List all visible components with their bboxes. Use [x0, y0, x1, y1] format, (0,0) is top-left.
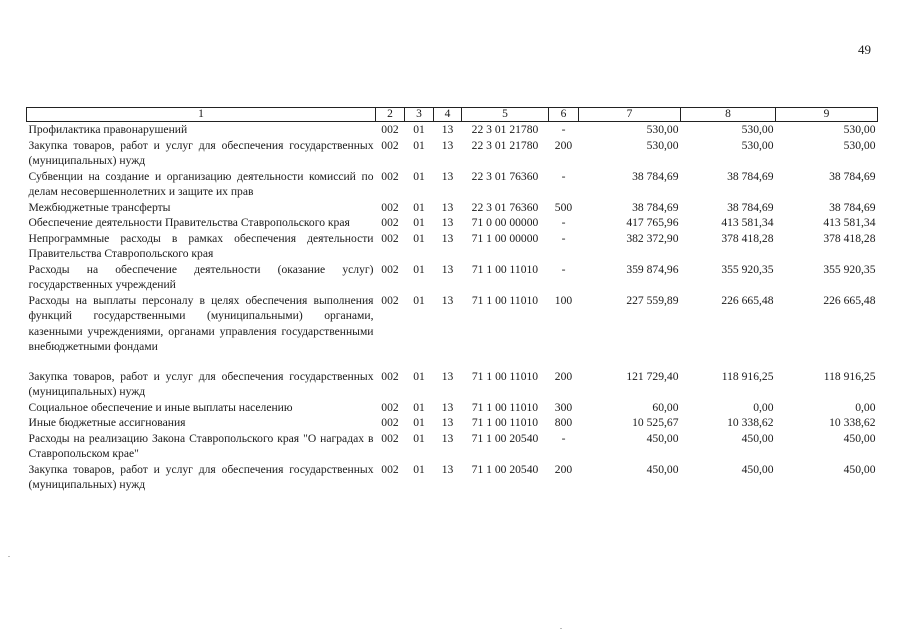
cell-subsection: 13 [441, 416, 454, 429]
cell-subsection: 13 [441, 293, 454, 307]
cell-target-article: 22 3 01 76360 [471, 169, 539, 183]
cell-ministry: 002 [381, 138, 399, 152]
cell-expense-type: 200 [554, 138, 573, 152]
column-header-2: 2 [376, 108, 405, 122]
cell-section: 01 [413, 169, 425, 183]
cell-amount-7: 450,00 [646, 462, 679, 476]
cell-subsection: 13 [441, 169, 454, 183]
cell-subsection: 13 [441, 400, 454, 414]
cell-amount-7: 382 372,90 [626, 231, 679, 245]
cell-ministry: 002 [381, 262, 399, 276]
cell-amount-8: 530,00 [741, 138, 774, 152]
cell-amount-8: 413 581,34 [721, 216, 774, 229]
cell-ministry: 002 [381, 293, 399, 307]
cell-amount-8: 450,00 [741, 431, 774, 445]
cell-section: 01 [413, 200, 425, 214]
cell-expense-type: - [561, 431, 566, 445]
cell-amount-9: 10 338,62 [829, 416, 876, 429]
cell-subsection: 13 [441, 431, 454, 445]
column-header-9: 9 [776, 108, 878, 122]
cell-amount-9: 118 916,25 [823, 369, 876, 383]
cell-ministry: 002 [381, 431, 399, 445]
cell-amount-9: 0,00 [855, 400, 876, 414]
cell-amount-7: 450,00 [646, 431, 679, 445]
table-row [27, 431, 878, 462]
cell-expense-type: 200 [554, 462, 573, 476]
cell-amount-9: 450,00 [843, 431, 876, 445]
cell-target-article: 71 1 00 11010 [471, 262, 539, 276]
cell-expense-type: 500 [554, 200, 573, 214]
row-name: Расходы на реализацию Закона Ставропольского края "О наградах в Ставропольском крае" [28, 431, 374, 460]
page-number: 49 [858, 42, 871, 57]
row-name: Субвенции на создание и организацию деятельности комиссий по делам несовершеннолетних и защите их прав [28, 169, 374, 198]
cell-ministry: 002 [381, 462, 399, 476]
cell-subsection: 13 [441, 262, 454, 276]
row-name: Социальное обеспечение и иные выплаты населению [28, 400, 293, 414]
cell-ministry: 002 [381, 369, 399, 383]
cell-subsection: 13 [441, 123, 454, 136]
cell-amount-8: 0,00 [753, 400, 774, 414]
cell-subsection: 13 [441, 462, 454, 476]
table-row [27, 138, 878, 169]
table-row [27, 415, 878, 431]
cell-ministry: 002 [381, 169, 399, 183]
cell-subsection: 13 [441, 369, 454, 383]
cell-section: 01 [413, 416, 425, 429]
cell-amount-8: 450,00 [741, 462, 774, 476]
cell-expense-type: - [561, 216, 566, 229]
cell-amount-8: 530,00 [741, 123, 774, 136]
table-row [27, 462, 878, 493]
cell-amount-8: 38 784,69 [727, 200, 774, 214]
cell-expense-type: 100 [554, 293, 573, 307]
cell-target-article: 22 3 01 21780 [471, 123, 539, 136]
row-name: Межбюджетные трансферты [28, 200, 171, 214]
table-row [27, 262, 878, 293]
table-row [27, 231, 878, 262]
cell-target-article: 71 1 00 11010 [471, 416, 539, 429]
row-name: Обеспечение деятельности Правительства Ставропольского края [28, 216, 350, 229]
column-header-3: 3 [405, 108, 434, 122]
blank-cell [27, 355, 878, 369]
cell-target-article: 71 0 00 00000 [471, 216, 539, 229]
table-body [27, 122, 878, 493]
cell-ministry: 002 [381, 416, 399, 429]
table-header [27, 108, 878, 122]
cell-section: 01 [413, 138, 425, 152]
row-name: Иные бюджетные ассигнования [28, 416, 186, 429]
cell-target-article: 71 1 00 00000 [471, 231, 539, 245]
cell-expense-type: - [561, 262, 566, 276]
cell-amount-8: 10 338,62 [727, 416, 774, 429]
cell-amount-7: 60,00 [652, 400, 679, 414]
cell-amount-7: 530,00 [646, 138, 679, 152]
cell-amount-8: 226 665,48 [721, 293, 774, 307]
cell-section: 01 [413, 293, 425, 307]
cell-section: 01 [413, 400, 425, 414]
table-row [27, 122, 878, 138]
cell-ministry: 002 [381, 123, 399, 136]
cell-expense-type: - [561, 231, 566, 245]
row-name: Закупка товаров, работ и услуг для обеспечения государственных (муниципальных) нужд [28, 462, 374, 491]
cell-amount-9: 38 784,69 [829, 169, 876, 183]
cell-target-article: 71 1 00 11010 [471, 369, 539, 383]
row-name: Непрограммные расходы в рамках обеспечения деятельности Правительства Ставропольского края [28, 231, 374, 260]
cell-ministry: 002 [381, 216, 399, 229]
cell-expense-type: 800 [554, 416, 573, 429]
cell-amount-9: 378 418,28 [823, 231, 876, 245]
row-name: Профилактика правонарушений [28, 123, 188, 136]
row-name: Закупка товаров, работ и услуг для обеспечения государственных (муниципальных) нужд [28, 369, 374, 398]
cell-ministry: 002 [381, 231, 399, 245]
cell-subsection: 13 [441, 138, 454, 152]
cell-section: 01 [413, 369, 425, 383]
cell-amount-7: 530,00 [646, 123, 679, 136]
cell-amount-8: 378 418,28 [721, 231, 774, 245]
table-row [27, 200, 878, 216]
cell-target-article: 71 1 00 11010 [471, 400, 539, 414]
cell-amount-9: 530,00 [843, 138, 876, 152]
cell-section: 01 [413, 431, 425, 445]
cell-subsection: 13 [441, 200, 454, 214]
cell-amount-8: 38 784,69 [727, 169, 774, 183]
column-header-1: 1 [27, 108, 376, 122]
cell-target-article: 71 1 00 20540 [471, 431, 539, 445]
cell-amount-7: 38 784,69 [632, 200, 679, 214]
cell-target-article: 71 1 00 20540 [471, 462, 539, 476]
cell-target-article: 22 3 01 76360 [471, 200, 539, 214]
table-row [27, 369, 878, 400]
cell-amount-7: 227 559,89 [626, 293, 679, 307]
blank-row [27, 355, 878, 369]
column-header-8: 8 [681, 108, 776, 122]
table-row [27, 169, 878, 200]
cell-amount-7: 10 525,67 [632, 416, 679, 429]
cell-amount-9: 38 784,69 [829, 200, 876, 214]
cell-expense-type: - [561, 123, 566, 136]
row-name: Закупка товаров, работ и услуг для обеспечения государственных (муниципальных) нужд [28, 138, 374, 167]
cell-amount-9: 530,00 [843, 123, 876, 136]
cell-amount-9: 450,00 [843, 462, 876, 476]
cell-amount-9: 413 581,34 [823, 216, 876, 229]
cell-section: 01 [413, 462, 425, 476]
cell-expense-type: - [561, 169, 566, 183]
row-name: Расходы на выплаты персоналу в целях обеспечения выполнения функций государственными (муниципальными) органами, казенными учреждениями, органами управления государственными внебюджетными фондами [28, 293, 374, 353]
cell-amount-7: 417 765,96 [626, 216, 679, 229]
column-header-4: 4 [434, 108, 462, 122]
column-header-6: 6 [549, 108, 579, 122]
cell-section: 01 [413, 123, 425, 136]
row-name: Расходы на обеспечение деятельности (оказание услуг) государственных учреждений [28, 262, 374, 291]
cell-section: 01 [413, 262, 425, 276]
cell-expense-type: 300 [554, 400, 573, 414]
cell-ministry: 002 [381, 200, 399, 214]
cell-target-article: 71 1 00 11010 [471, 293, 539, 307]
cell-amount-7: 38 784,69 [632, 169, 679, 183]
cell-section: 01 [413, 216, 425, 229]
cell-target-article: 22 3 01 21780 [471, 138, 539, 152]
cell-amount-7: 359 874,96 [626, 262, 679, 276]
cell-amount-9: 355 920,35 [823, 262, 876, 276]
cell-amount-8: 355 920,35 [721, 262, 774, 276]
scan-speck [8, 556, 10, 557]
cell-subsection: 13 [441, 216, 454, 229]
scan-speck [560, 628, 562, 629]
cell-amount-7: 121 729,40 [626, 369, 679, 383]
column-header-5: 5 [462, 108, 549, 122]
budget-table [26, 107, 878, 493]
cell-expense-type: 200 [554, 369, 573, 383]
cell-ministry: 002 [381, 400, 399, 414]
cell-amount-9: 226 665,48 [823, 293, 876, 307]
table-row [27, 400, 878, 416]
cell-section: 01 [413, 231, 425, 245]
cell-subsection: 13 [441, 231, 454, 245]
column-header-7: 7 [579, 108, 681, 122]
table-row [27, 215, 878, 231]
table-row [27, 293, 878, 355]
cell-amount-8: 118 916,25 [721, 369, 774, 383]
